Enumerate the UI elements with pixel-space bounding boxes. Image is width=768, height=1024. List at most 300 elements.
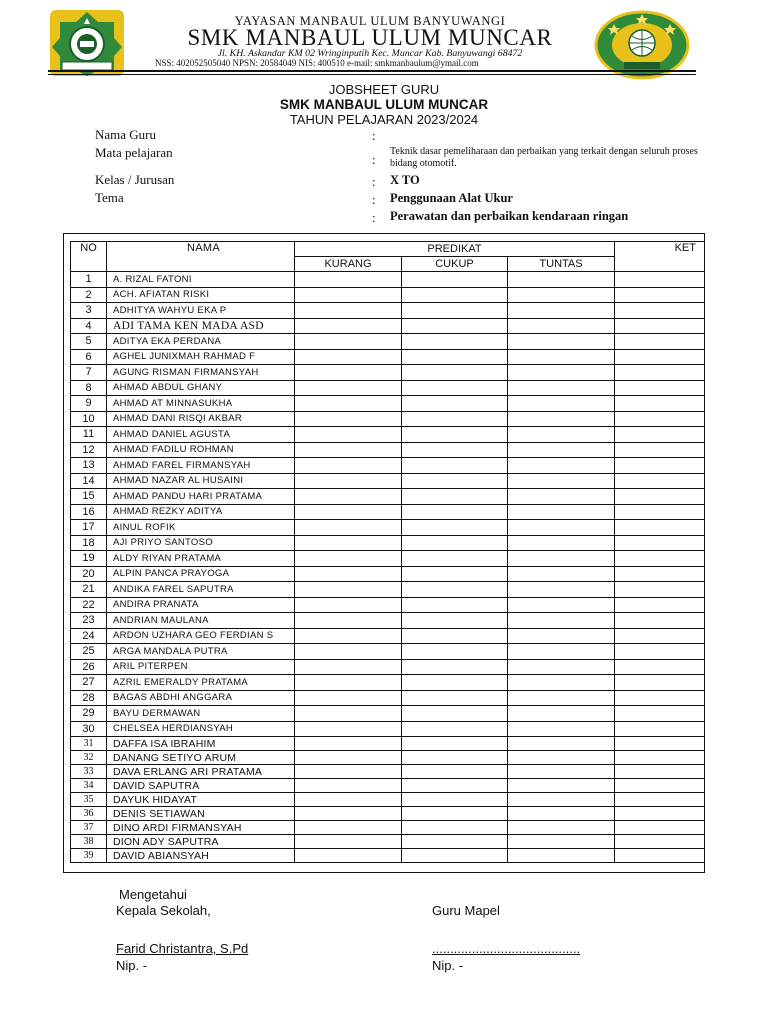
cell-cukup — [402, 287, 508, 303]
sig-guru-title: Guru Mapel — [432, 903, 500, 918]
cell-tuntas — [508, 675, 615, 691]
row-name: AHMAD NAZAR AL HUSAINI — [107, 473, 295, 489]
cell-cukup — [402, 272, 508, 288]
row-name: ADHITYA WAHYU EKA P — [107, 303, 295, 319]
table-row — [71, 349, 705, 365]
cell-kurang — [295, 411, 402, 427]
cell-tuntas — [508, 411, 615, 427]
cell-ket — [615, 411, 705, 427]
cell-kurang — [295, 287, 402, 303]
cell-ket — [615, 690, 705, 706]
cell-tuntas — [508, 706, 615, 722]
cell-cukup — [402, 659, 508, 675]
cell-kurang — [295, 779, 402, 793]
row-number: 35 — [71, 793, 107, 807]
cell-ket — [615, 751, 705, 765]
row-number: 13 — [71, 458, 107, 474]
table-row — [71, 411, 705, 427]
cell-cukup — [402, 644, 508, 660]
table-row — [71, 659, 705, 675]
row-number: 37 — [71, 821, 107, 835]
table-row — [71, 706, 705, 722]
cell-tuntas — [508, 566, 615, 582]
value-kelas: X TO — [390, 173, 420, 187]
cell-cukup — [402, 793, 508, 807]
row-number: 15 — [71, 489, 107, 505]
row-number: 31 — [71, 737, 107, 751]
table-row — [71, 644, 705, 660]
cell-tuntas — [508, 644, 615, 660]
cell-kurang — [295, 473, 402, 489]
cell-tuntas — [508, 821, 615, 835]
value-tema-2: Perawatan dan perbaikan kendaraan ringan — [390, 209, 629, 223]
cell-ket — [615, 489, 705, 505]
row-name: DANANG SETIYO ARUM — [107, 751, 295, 765]
cell-kurang — [295, 793, 402, 807]
row-name: AHMAD FADILU ROHMAN — [107, 442, 295, 458]
header-tuntas: TUNTAS — [508, 257, 615, 272]
colon-tema: : — [372, 192, 376, 207]
row-name: ALPIN PANCA PRAYOGA — [107, 566, 295, 582]
cell-tuntas — [508, 520, 615, 536]
cell-ket — [615, 473, 705, 489]
cell-tuntas — [508, 793, 615, 807]
cell-tuntas — [508, 458, 615, 474]
table-row — [71, 489, 705, 505]
cell-ket — [615, 793, 705, 807]
row-number: 2 — [71, 287, 107, 303]
row-name: ANDIKA FAREL SAPUTRA — [107, 582, 295, 598]
cell-tuntas — [508, 659, 615, 675]
cell-tuntas — [508, 427, 615, 443]
cell-kurang — [295, 737, 402, 751]
cell-ket — [615, 659, 705, 675]
row-name: AHMAD PANDU HARI PRATAMA — [107, 489, 295, 505]
cell-ket — [615, 566, 705, 582]
row-number: 34 — [71, 779, 107, 793]
cell-cukup — [402, 721, 508, 737]
cell-cukup — [402, 396, 508, 412]
row-name: DENIS SETIAWAN — [107, 807, 295, 821]
row-name: AGUNG RISMAN FIRMANSYAH — [107, 365, 295, 381]
cell-kurang — [295, 334, 402, 350]
cell-kurang — [295, 765, 402, 779]
cell-tuntas — [508, 318, 615, 334]
cell-cukup — [402, 835, 508, 849]
cell-ket — [615, 442, 705, 458]
sig-guru-nip: Nip. - — [432, 958, 464, 973]
table-row — [71, 613, 705, 629]
row-number: 6 — [71, 349, 107, 365]
cell-kurang — [295, 380, 402, 396]
cell-ket — [615, 520, 705, 536]
label-kelas: Kelas / Jurusan — [95, 172, 175, 187]
cell-kurang — [295, 597, 402, 613]
cell-cukup — [402, 442, 508, 458]
table-row — [71, 318, 705, 334]
cell-kurang — [295, 835, 402, 849]
row-name: ARDON UZHARA GEO FERDIAN S — [107, 628, 295, 644]
cell-kurang — [295, 520, 402, 536]
cell-cukup — [402, 675, 508, 691]
cell-tuntas — [508, 535, 615, 551]
cell-kurang — [295, 751, 402, 765]
cell-cukup — [402, 779, 508, 793]
row-name: ADI TAMA KEN MADA ASD — [107, 318, 295, 334]
cell-ket — [615, 613, 705, 629]
cell-cukup — [402, 751, 508, 765]
cell-tuntas — [508, 737, 615, 751]
table-body — [71, 272, 705, 863]
row-number: 39 — [71, 849, 107, 863]
row-number: 7 — [71, 365, 107, 381]
header-rule-thick — [48, 70, 696, 72]
cell-tuntas — [508, 287, 615, 303]
row-name: DAFFA ISA IBRAHIM — [107, 737, 295, 751]
cell-cukup — [402, 706, 508, 722]
table-row — [71, 365, 705, 381]
row-number: 12 — [71, 442, 107, 458]
cell-kurang — [295, 644, 402, 660]
row-name: AJI PRIYO SANTOSO — [107, 535, 295, 551]
cell-tuntas — [508, 349, 615, 365]
cell-tuntas — [508, 849, 615, 863]
cell-tuntas — [508, 473, 615, 489]
school-name: SMK MANBAUL ULUM MUNCAR — [187, 25, 553, 50]
table-row — [71, 807, 705, 821]
cell-ket — [615, 427, 705, 443]
row-number: 23 — [71, 613, 107, 629]
sig-kepala-title: Kepala Sekolah, — [116, 903, 211, 918]
row-name: AZRIL EMERALDY PRATAMA — [107, 675, 295, 691]
table-row — [71, 821, 705, 835]
cell-cukup — [402, 520, 508, 536]
table-row — [71, 751, 705, 765]
sig-kepala-name: Farid Christantra, S.Pd — [116, 941, 249, 956]
cell-kurang — [295, 427, 402, 443]
cell-ket — [615, 396, 705, 412]
label-nama-guru: Nama Guru — [95, 127, 157, 142]
row-number: 11 — [71, 427, 107, 443]
row-number: 33 — [71, 765, 107, 779]
row-name: AHMAD DANI RISQI AKBAR — [107, 411, 295, 427]
table-row — [71, 690, 705, 706]
cell-cukup — [402, 613, 508, 629]
cell-tuntas — [508, 690, 615, 706]
cell-tuntas — [508, 765, 615, 779]
cell-tuntas — [508, 334, 615, 350]
cell-cukup — [402, 582, 508, 598]
cell-ket — [615, 582, 705, 598]
grade-table — [70, 241, 705, 863]
cell-cukup — [402, 504, 508, 520]
table-row — [71, 303, 705, 319]
cell-cukup — [402, 690, 508, 706]
cell-tuntas — [508, 303, 615, 319]
row-name: ANDRIAN MAULANA — [107, 613, 295, 629]
row-number: 19 — [71, 551, 107, 567]
cell-ket — [615, 272, 705, 288]
value-mata-pelajaran: Teknik dasar pemeliharaan dan perbaikan yang terkait dengan seluruh proses bidang otomotif. — [390, 146, 698, 169]
cell-cukup — [402, 380, 508, 396]
cell-cukup — [402, 489, 508, 505]
cell-ket — [615, 675, 705, 691]
table-row — [71, 535, 705, 551]
row-name: DAYUK HIDAYAT — [107, 793, 295, 807]
label-mata-pelajaran: Mata pelajaran — [95, 145, 173, 160]
row-name: AINUL ROFIK — [107, 520, 295, 536]
table-row — [71, 458, 705, 474]
table-row — [71, 520, 705, 536]
header-cukup: CUKUP — [402, 257, 508, 272]
cell-cukup — [402, 318, 508, 334]
row-number: 20 — [71, 566, 107, 582]
cell-cukup — [402, 365, 508, 381]
row-number: 32 — [71, 751, 107, 765]
table-row — [71, 473, 705, 489]
table-row — [71, 442, 705, 458]
cell-cukup — [402, 849, 508, 863]
row-number: 26 — [71, 659, 107, 675]
cell-kurang — [295, 504, 402, 520]
table-row — [71, 597, 705, 613]
cell-kurang — [295, 535, 402, 551]
cell-kurang — [295, 659, 402, 675]
table-row — [71, 737, 705, 751]
cell-kurang — [295, 551, 402, 567]
table-row — [71, 721, 705, 737]
doc-school: SMK MANBAUL ULUM MUNCAR — [279, 97, 489, 112]
row-number: 21 — [71, 582, 107, 598]
cell-tuntas — [508, 442, 615, 458]
cell-cukup — [402, 473, 508, 489]
row-number: 29 — [71, 706, 107, 722]
cell-ket — [615, 535, 705, 551]
row-number: 36 — [71, 807, 107, 821]
cell-cukup — [402, 411, 508, 427]
cell-tuntas — [508, 597, 615, 613]
cell-kurang — [295, 807, 402, 821]
header-rule-thin — [48, 74, 696, 75]
cell-ket — [615, 365, 705, 381]
cell-kurang — [295, 849, 402, 863]
cell-tuntas — [508, 628, 615, 644]
cell-cukup — [402, 737, 508, 751]
header-no: NO — [71, 242, 107, 272]
table-row — [71, 779, 705, 793]
cell-cukup — [402, 566, 508, 582]
row-name: DION ADY SAPUTRA — [107, 835, 295, 849]
cell-kurang — [295, 303, 402, 319]
cell-cukup — [402, 458, 508, 474]
cell-ket — [615, 628, 705, 644]
table-row — [71, 272, 705, 288]
row-name: AHMAD REZKY ADITYA — [107, 504, 295, 520]
cell-cukup — [402, 551, 508, 567]
cell-cukup — [402, 628, 508, 644]
cell-kurang — [295, 675, 402, 691]
header-predikat: PREDIKAT — [295, 242, 615, 257]
row-number: 4 — [71, 318, 107, 334]
row-name: CHELSEA HERDIANSYAH — [107, 721, 295, 737]
table-row — [71, 396, 705, 412]
row-number: 25 — [71, 644, 107, 660]
header-ket: KET — [615, 242, 705, 272]
row-number: 5 — [71, 334, 107, 350]
cell-kurang — [295, 365, 402, 381]
table-row — [71, 849, 705, 863]
cell-kurang — [295, 442, 402, 458]
cell-tuntas — [508, 807, 615, 821]
cell-ket — [615, 821, 705, 835]
cell-kurang — [295, 272, 402, 288]
row-name: DAVID SAPUTRA — [107, 779, 295, 793]
row-name: BAYU DERMAWAN — [107, 706, 295, 722]
cell-ket — [615, 835, 705, 849]
cell-ket — [615, 807, 705, 821]
cell-cukup — [402, 349, 508, 365]
cell-tuntas — [508, 779, 615, 793]
row-name: ANDIRA PRANATA — [107, 597, 295, 613]
row-number: 24 — [71, 628, 107, 644]
sig-mengetahui: Mengetahui — [119, 887, 187, 902]
school-address: Jl. KH. Askandar KM 02 Wringinputih Kec. Muncar Kab. Banyuwangi 68472 — [217, 48, 523, 59]
school-logo-left — [48, 8, 126, 78]
table-row — [71, 287, 705, 303]
cell-cukup — [402, 535, 508, 551]
table-row — [71, 675, 705, 691]
cell-kurang — [295, 628, 402, 644]
sig-kepala-nip: Nip. - — [116, 958, 148, 973]
cell-cukup — [402, 303, 508, 319]
table-row — [71, 504, 705, 520]
cell-ket — [615, 849, 705, 863]
cell-kurang — [295, 690, 402, 706]
table-row — [71, 793, 705, 807]
cell-kurang — [295, 396, 402, 412]
cell-ket — [615, 779, 705, 793]
cell-kurang — [295, 613, 402, 629]
school-ids: NSS: 402052505040 NPSN: 20584049 NIS: 400510 e-mail: smkmanbaulum@ymail.com — [155, 58, 479, 68]
cell-tuntas — [508, 721, 615, 737]
cell-kurang — [295, 706, 402, 722]
cell-ket — [615, 380, 705, 396]
row-name: ACH. AFIATAN RISKI — [107, 287, 295, 303]
cell-tuntas — [508, 504, 615, 520]
cell-ket — [615, 287, 705, 303]
cell-ket — [615, 706, 705, 722]
cell-cukup — [402, 807, 508, 821]
row-number: 27 — [71, 675, 107, 691]
cell-cukup — [402, 334, 508, 350]
row-name: A. RIZAL FATONI — [107, 272, 295, 288]
row-name: DINO ARDI FIRMANSYAH — [107, 821, 295, 835]
cell-tuntas — [508, 582, 615, 598]
colon-tema-2: : — [372, 210, 376, 225]
cell-ket — [615, 303, 705, 319]
row-number: 3 — [71, 303, 107, 319]
cell-ket — [615, 737, 705, 751]
row-number: 1 — [71, 272, 107, 288]
row-number: 10 — [71, 411, 107, 427]
row-name: ALDY RIYAN PRATAMA — [107, 551, 295, 567]
cell-kurang — [295, 721, 402, 737]
row-name: AHMAD ABDUL GHANY — [107, 380, 295, 396]
row-number: 14 — [71, 473, 107, 489]
cell-kurang — [295, 566, 402, 582]
table-row — [71, 582, 705, 598]
row-name: AGHEL JUNIXMAH RAHMAD F — [107, 349, 295, 365]
row-name: ADITYA EKA PERDANA — [107, 334, 295, 350]
row-number: 30 — [71, 721, 107, 737]
sig-guru-name: ......................................... — [432, 941, 581, 956]
row-name: ARIL PITERPEN — [107, 659, 295, 675]
cell-kurang — [295, 489, 402, 505]
row-number: 8 — [71, 380, 107, 396]
value-tema-1: Penggunaan Alat Ukur — [390, 191, 513, 205]
cell-kurang — [295, 458, 402, 474]
cell-tuntas — [508, 396, 615, 412]
cell-ket — [615, 551, 705, 567]
colon-mapel: : — [372, 152, 376, 167]
row-name: DAVID ABIANSYAH — [107, 849, 295, 863]
table-row — [71, 551, 705, 567]
cell-ket — [615, 765, 705, 779]
row-number: 9 — [71, 396, 107, 412]
header-kurang: KURANG — [295, 257, 402, 272]
cell-ket — [615, 597, 705, 613]
cell-ket — [615, 349, 705, 365]
table-row — [71, 427, 705, 443]
table-row — [71, 765, 705, 779]
table-row — [71, 628, 705, 644]
cell-ket — [615, 318, 705, 334]
foundation-name: YAYASAN MANBAUL ULUM BANYUWANGI — [234, 14, 506, 28]
cell-cukup — [402, 765, 508, 779]
cell-tuntas — [508, 835, 615, 849]
cell-kurang — [295, 349, 402, 365]
cell-ket — [615, 721, 705, 737]
cell-kurang — [295, 582, 402, 598]
label-tema: Tema — [95, 190, 124, 205]
row-number: 17 — [71, 520, 107, 536]
cell-ket — [615, 334, 705, 350]
row-name: DAVA ERLANG ARI PRATAMA — [107, 765, 295, 779]
table-row — [71, 566, 705, 582]
cell-tuntas — [508, 272, 615, 288]
cell-cukup — [402, 427, 508, 443]
cell-tuntas — [508, 489, 615, 505]
row-number: 16 — [71, 504, 107, 520]
colon-kelas: : — [372, 174, 376, 189]
row-name: AHMAD FAREL FIRMANSYAH — [107, 458, 295, 474]
doc-title: JOBSHEET GURU — [328, 82, 440, 97]
cell-tuntas — [508, 551, 615, 567]
cell-kurang — [295, 318, 402, 334]
table-row — [71, 380, 705, 396]
row-number: 22 — [71, 597, 107, 613]
cell-tuntas — [508, 751, 615, 765]
row-name: AHMAD DANIEL AGUSTA — [107, 427, 295, 443]
cell-ket — [615, 458, 705, 474]
cell-tuntas — [508, 613, 615, 629]
cell-ket — [615, 644, 705, 660]
table-row — [71, 835, 705, 849]
cell-kurang — [295, 821, 402, 835]
row-name: AHMAD AT MINNASUKHA — [107, 396, 295, 412]
cell-cukup — [402, 821, 508, 835]
header-nama: NAMA — [107, 242, 295, 272]
